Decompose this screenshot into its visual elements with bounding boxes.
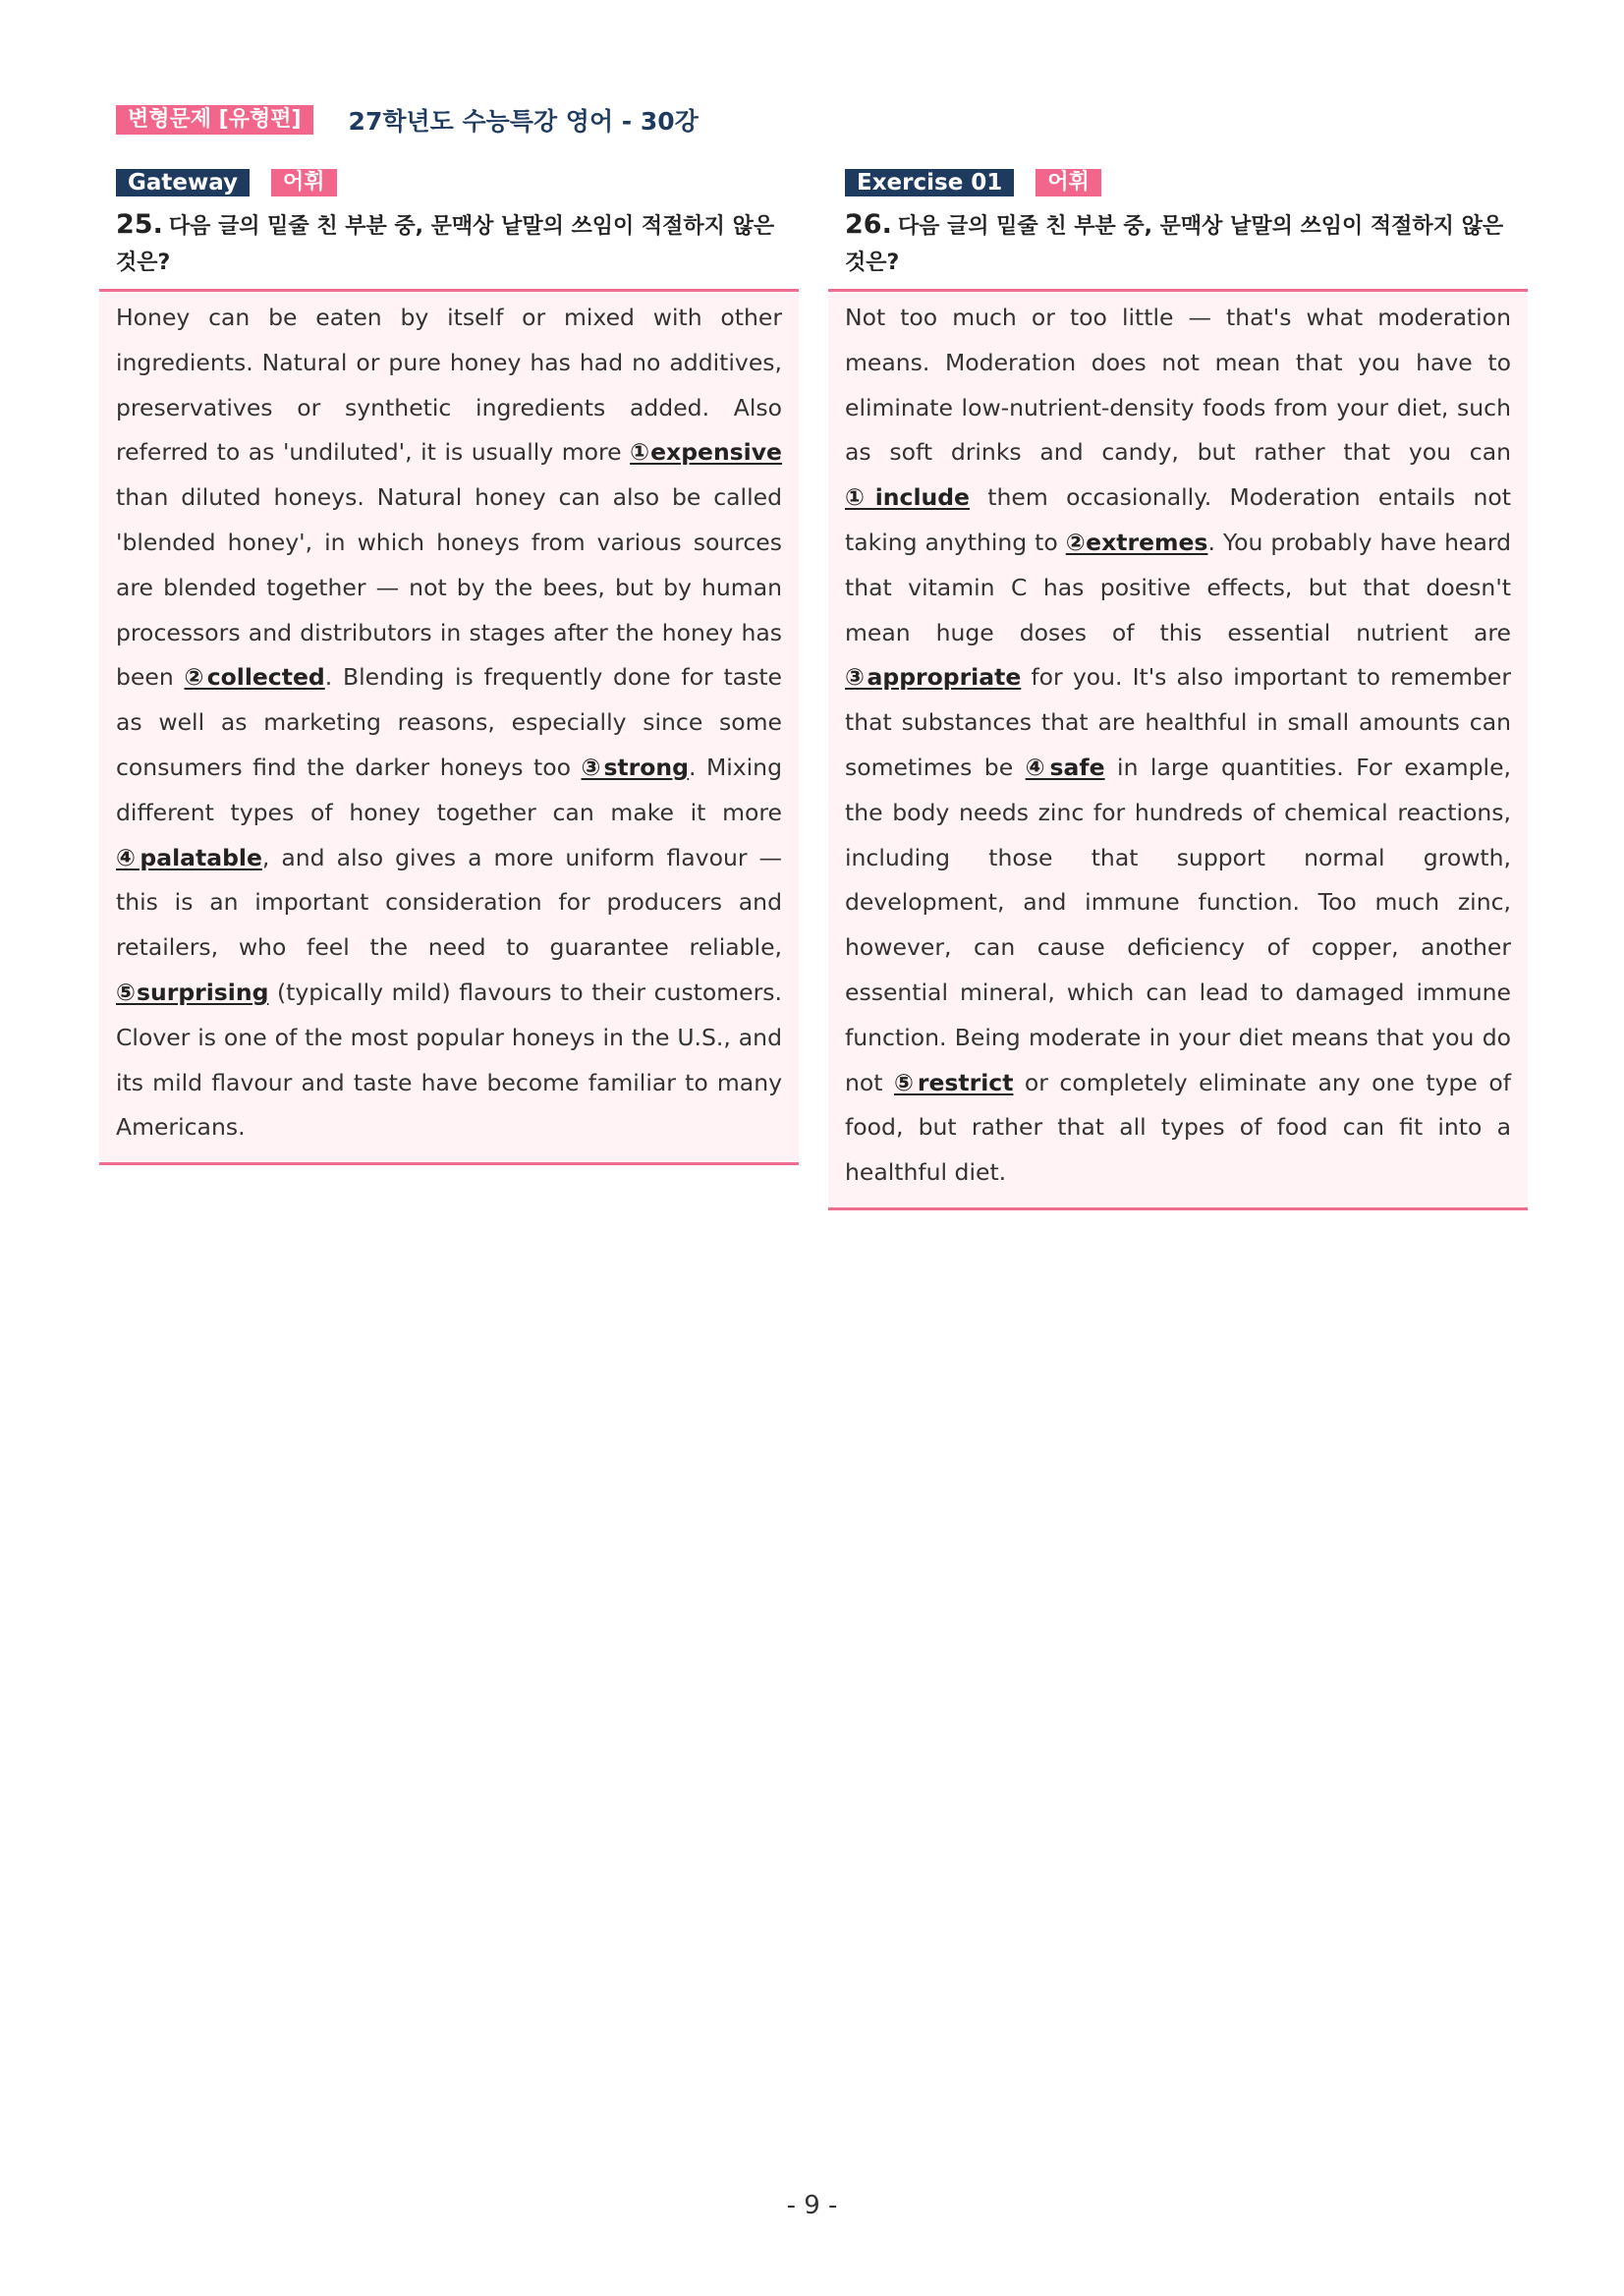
- underlined-choice-2: ②collected: [184, 663, 325, 692]
- underlined-choice-5: ⑤surprising: [116, 978, 269, 1006]
- underlined-choice-1: ①include: [845, 483, 970, 512]
- question-prompt: [845, 206, 1523, 281]
- passage-segment: in large quantities. For example, the body needs zinc for hundreds of chemical reactions, including those that support normal growth, development, and immune function. Too much zinc, however, can cause deficiency of copper, another essential mineral, which can lead to damaged immune function. Being moderate in your diet means that you do not: [845, 753, 1512, 1096]
- underlined-choice-4: ④palatable: [116, 843, 262, 871]
- question-number: 26.: [845, 209, 892, 240]
- underlined-choice-1: ①expensive: [630, 438, 782, 467]
- question-text: 다음 글의 밑줄 친 부분 중, 문맥상 낱말의 쓰임이 적절하지 않은 것은?: [845, 214, 1504, 275]
- passage-text: [845, 296, 1511, 1196]
- question-prompt: [116, 206, 794, 281]
- question-block-25: [99, 169, 799, 1165]
- passage-segment: . Mixing different types of honey together can make it more: [116, 753, 782, 826]
- passage-text: [116, 296, 782, 1150]
- underlined-choice-5: ⑤restrict: [893, 1068, 1014, 1096]
- passage-segment: Not too much or too little — that's what moderation means. Moderation does not mean that you have to eliminate low-nutrient-density foods from your diet, such as soft drinks and candy, but rather that you can: [845, 304, 1511, 467]
- question-text: 다음 글의 밑줄 친 부분 중, 문맥상 낱말의 쓰임이 적절하지 않은 것은?: [116, 214, 775, 275]
- passage-segment: them occasionally. Moderation entails not taking anything to: [845, 483, 1511, 556]
- page-number: - 9 -: [786, 2191, 838, 2220]
- passage-box: [828, 289, 1528, 1210]
- underlined-choice-2: ②extremes: [1065, 528, 1208, 556]
- passage-segment: or completely eliminate any one type of food, but rather that all types of food can fit into a healthful diet.: [845, 1068, 1511, 1187]
- page-header: [116, 104, 699, 136]
- passage-segment: for you. It's also important to remember that substances that are healthful in small amounts can sometimes be: [845, 663, 1511, 781]
- vocab-tag: 어휘: [1036, 169, 1101, 196]
- passage-segment: Honey can be eaten by itself or mixed with other ingredients. Natural or pure honey has had no additives, preservatives or synthetic ingredients added. Also referred to as 'undiluted', it is usually more: [116, 304, 782, 467]
- question-number: 25.: [116, 209, 163, 240]
- underlined-choice-3: ③appropriate: [845, 663, 1022, 692]
- page-title: 27학년도 수능특강 영어 - 30강: [348, 107, 699, 136]
- question-block-26: [828, 169, 1528, 1210]
- passage-box: [99, 289, 799, 1165]
- gateway-tag: Gateway: [116, 169, 250, 196]
- passage-segment: . You probably have heard that vitamin C has positive effects, but that doesn't mean huge doses of this essential nutrient are: [845, 528, 1512, 646]
- question-tags: [116, 169, 799, 196]
- passage-segment: than diluted honeys. Natural honey can also be called 'blended honey', in which honeys from various sources are blended together — not by the bees, but by human processors and distributors in stages after the honey has been: [116, 483, 782, 692]
- passage-segment: (typically mild) flavours to their customers. Clover is one of the most popular honeys in the U.S., and its mild flavour and taste have become familiar to many Americans.: [116, 978, 783, 1142]
- passage-segment: , and also gives a more uniform flavour — this is an important consideration for producers and retailers, who feel the need to guarantee reliable,: [116, 843, 782, 962]
- question-tags: [845, 169, 1528, 196]
- exercise-tag: Exercise 01: [845, 169, 1014, 196]
- passage-segment: . Blending is frequently done for taste as well as marketing reasons, especially since some consumers find the darker honeys too: [116, 663, 782, 781]
- vocab-tag: 어휘: [271, 169, 337, 196]
- underlined-choice-4: ④safe: [1025, 753, 1105, 781]
- section-tag: 변형문제 [유형편]: [116, 105, 313, 135]
- underlined-choice-3: ③strong: [581, 753, 689, 781]
